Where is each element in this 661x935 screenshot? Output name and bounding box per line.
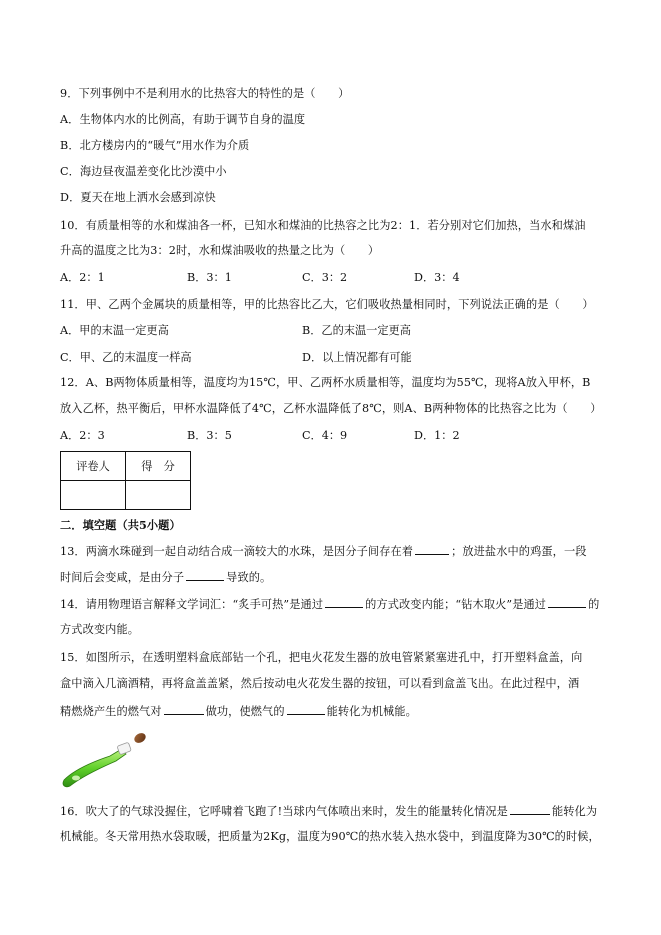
question-11-option-c: C．甲、乙的末温度一样高: [60, 351, 192, 364]
question-14-text-b: 的方式改变内能；“钻木取火”是通过: [365, 598, 547, 611]
question-15-line3: [60, 703, 605, 720]
score-cell: [126, 481, 191, 510]
answer-blank: [415, 543, 449, 555]
question-12-option-d: D．1：2: [414, 429, 460, 442]
question-13-text-b: ；放进盐水中的鸡蛋，一段: [451, 545, 587, 558]
question-13-line2: [60, 569, 605, 586]
question-9-option-c: C．海边昼夜温差变化比沙漠中小: [60, 165, 227, 178]
generator-button: [72, 776, 80, 781]
question-14-line2: 方式改变内能。: [60, 623, 140, 636]
question-15-text-b: 做功，使燃气的: [205, 705, 285, 718]
answer-blank: [548, 596, 586, 608]
question-15-line2: 盒中滴入几滴酒精，再将盒盖盖紧，然后按动电火花发生器的按钮，可以看到盒盖飞出。在此过程中，酒: [60, 677, 580, 690]
score-header: 得 分: [126, 452, 191, 481]
question-13-text-c: 时间后会变咸，是由分子: [60, 571, 185, 584]
question-14-text-c: 的: [588, 598, 600, 611]
question-13-line1: [60, 543, 605, 560]
question-9-option-d: D．夏天在地上洒水会感到凉快: [60, 191, 216, 204]
question-16-line2: 机械能。冬天常用热水袋取暖，把质量为2Kg，温度为90℃的热水装入热水袋中，到温度降为30℃的时候，: [60, 830, 600, 843]
answer-blank: [325, 596, 363, 608]
question-11-options-row1: [60, 323, 605, 339]
grader-cell: [61, 481, 126, 510]
question-10-stem-line1: 10．有质量相等的水和煤油各一杯，已知水和煤油的比热容之比为2：1．若分别对它们加热，当水和煤油: [60, 219, 586, 232]
question-10-option-b: B．3：1: [187, 271, 232, 284]
spark-generator-figure: [58, 730, 168, 790]
plastic-box: [117, 742, 131, 755]
grader-header: 评卷人: [61, 452, 126, 481]
question-12-option-a: A．2：3: [60, 429, 105, 442]
answer-blank: [186, 569, 224, 581]
question-14-text-a: 14．请用物理语言解释文学词汇：“炙手可热”是通过: [60, 598, 324, 611]
question-10-option-d: D．3：4: [414, 271, 460, 284]
question-9-stem: 9．下列事例中不是利用水的比热容大的特性的是（ ）: [60, 87, 350, 100]
answer-blank: [510, 803, 550, 815]
question-11-options-row2: [60, 350, 605, 366]
question-12-stem-line2: 放入乙杯，热平衡后，甲杯水温降低了4℃，乙杯水温降低了8℃，则A、B两种物体的比热容之比为（ ）: [60, 402, 602, 415]
section-2-title: 二．填空题（共5小题）: [60, 518, 181, 532]
question-12-option-b: B．3：5: [187, 429, 232, 442]
question-11-stem: 11．甲、乙两个金属块的质量相等，甲的比热容比乙大，它们吸收热量相同时，下列说法正确的是（ ）: [60, 298, 594, 311]
question-10-stem-line2: 升高的温度之比为3：2时，水和煤油吸收的热量之比为（ ）: [60, 244, 380, 257]
question-12-options: [60, 428, 605, 444]
question-9-option-b: B．北方楼房内的“暖气”用水作为介质: [60, 139, 250, 152]
question-15-text-a: 精燃烧产生的燃气对: [60, 705, 162, 718]
question-16-text-a: 16．吹大了的气球没握住，它呼啸着飞跑了!当球内气体喷出来时，发生的能量转化情况是: [60, 805, 508, 818]
question-10-option-a: A．2：1: [60, 271, 105, 284]
question-11-option-b: B．乙的末温一定更高: [302, 324, 411, 337]
grader-table: [60, 451, 191, 510]
generator-body: [63, 750, 126, 787]
question-10-option-c: C．3：2: [302, 271, 348, 284]
answer-blank: [287, 703, 325, 715]
question-9-option-a: A．生物体内水的比例高，有助于调节自身的温度: [60, 113, 306, 126]
question-16-text-b: 能转化为: [551, 805, 598, 818]
answer-blank: [164, 703, 204, 715]
question-15-text-c: 能转化为机械能。: [326, 705, 417, 718]
question-15-line1: 15．如图所示，在透明塑料盒底部钻一个孔，把电火花发生器的放电管紧紧塞进孔中，打开塑料盒盖，向: [60, 651, 583, 664]
box-lid: [133, 731, 148, 745]
question-10-options: [60, 270, 605, 286]
question-11-option-a: A．甲的末温一定更高: [60, 324, 169, 337]
question-12-stem-line1: 12．A、B两物体质量相等，温度均为15℃，甲、乙两杯水质量相等，温度均为55℃，现将A放入甲杯，B: [60, 376, 591, 389]
question-14-line1: [60, 596, 605, 613]
question-16-line1: [60, 803, 605, 820]
question-13-text-a: 13．两滴水珠碰到一起自动结合成一滴较大的水珠，是因分子间存在着: [60, 545, 414, 558]
question-13-text-d: 导致的。: [226, 571, 272, 584]
question-11-option-d: D．以上情况都有可能: [302, 351, 412, 364]
question-12-option-c: C．4：9: [302, 429, 348, 442]
